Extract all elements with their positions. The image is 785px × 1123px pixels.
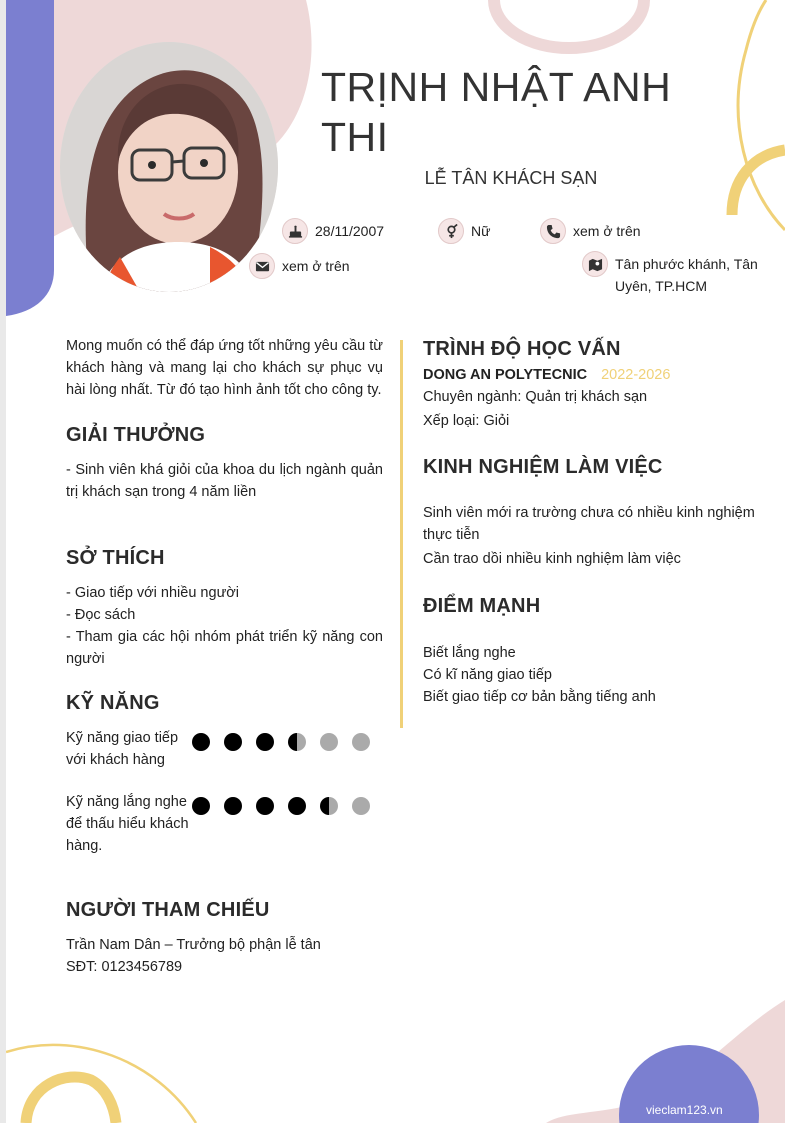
email-icon [249,253,275,279]
yellow-arc-top-right [738,0,785,230]
experience-heading: KINH NGHIỆM LÀM VIỆC [423,456,663,478]
yellow-ring-bottom-left [26,1077,116,1123]
map-icon [582,251,608,277]
rating-dot [224,797,242,815]
job-title: LỄ TÂN KHÁCH SẠN [424,168,598,188]
skill-rating-dots [192,733,370,751]
gender-value: Nữ [471,223,491,239]
skill-rating-dots [192,797,370,815]
rating-dot [256,733,274,751]
skill-row [66,727,191,771]
profile-photo-image [60,42,278,292]
awards-heading: GIẢI THƯỞNG [66,424,206,446]
phone-value: xem ở trên [573,223,641,239]
phone-info [540,220,641,244]
hobby-item: - Tham gia các hội nhóm phát triển kỹ năng con người [66,629,383,667]
hobby-item: - Giao tiếp với nhiều người [66,585,240,601]
references-text [66,934,383,978]
rating-dot [224,733,242,751]
experience-line: Cần trao dồi nhiều kinh nghiệm làm việc [423,551,681,567]
strengths-list [423,642,763,708]
experience-line: Sinh viên mới ra trường chưa có nhiều kinh nghiệm thực tiễn [423,505,755,543]
school-name: DONG AN POLYTECNIC [423,367,588,383]
reference-phone: SĐT: 0123456789 [66,959,183,975]
birthday-value: 28/11/2007 [315,223,385,239]
rating-dot [256,797,274,815]
skill-row [66,791,191,857]
rating-dot [320,797,338,815]
email-info [249,255,350,279]
skill-label: Kỹ năng lắng nghe để thấu hiểu khách hàng. [66,794,189,854]
reference-person: Trần Nam Dân – Trưởng bộ phận lễ tân [66,937,321,953]
cv-page [6,0,785,1123]
address-info [582,253,762,297]
yellow-arc-right [732,150,785,215]
rating-dot [352,797,370,815]
education-heading: TRÌNH ĐỘ HỌC VẤN [423,338,621,360]
rating-dot [288,733,306,751]
footer-brand[interactable]: vieclam123.vn [646,1103,723,1117]
references-heading: NGƯỜI THAM CHIẾU [66,899,270,921]
hobby-item: - Đọc sách [66,607,136,623]
school-years: 2022-2026 [601,367,671,383]
strengths-heading: ĐIỂM MẠNH [423,595,541,617]
career-objective: Mong muốn có thể đáp ứng tốt những yêu cầu từ khách hàng và mang lại cho khách sự phục vụ hài lòng nhất. Từ đó tạo hình ảnh tốt cho công ty. [66,338,383,398]
email-value: xem ở trên [282,258,350,274]
birthday-info [282,220,384,244]
education-details [423,386,763,432]
education-school-row [423,364,670,386]
purple-band-left [6,0,54,316]
education-grade: Xếp loại: Giỏi [423,413,510,429]
gender-info [438,220,490,244]
skill-label: Kỹ năng giao tiếp với khách hàng [66,730,179,768]
profile-photo [60,42,278,292]
column-divider [400,340,403,728]
rating-dot [352,733,370,751]
rating-dot [288,797,306,815]
hobbies-heading: SỞ THÍCH [66,547,165,569]
skills-heading: KỸ NĂNG [66,692,160,714]
strength-item: Biết giao tiếp cơ bản bằng tiếng anh [423,689,656,705]
cake-icon [282,218,308,244]
pink-arc-top [494,0,644,48]
address-value: Tân phước khánh, Tân Uyên, TP.HCM [615,256,758,294]
rating-dot [192,733,210,751]
rating-dot [320,733,338,751]
phone-icon [540,218,566,244]
gender-icon [438,218,464,244]
strength-item: Có kĩ năng giao tiếp [423,667,552,683]
hobbies-list [66,582,383,670]
education-major: Chuyên ngành: Quản trị khách sạn [423,389,648,405]
strength-item: Biết lắng nghe [423,645,516,661]
awards-text: - Sinh viên khá giỏi của khoa du lịch ngành quản trị khách sạn trong 4 năm liền [66,462,383,500]
experience-details [423,502,763,570]
rating-dot [192,797,210,815]
candidate-name: TRỊNH NHẬT ANH THI [321,64,672,160]
